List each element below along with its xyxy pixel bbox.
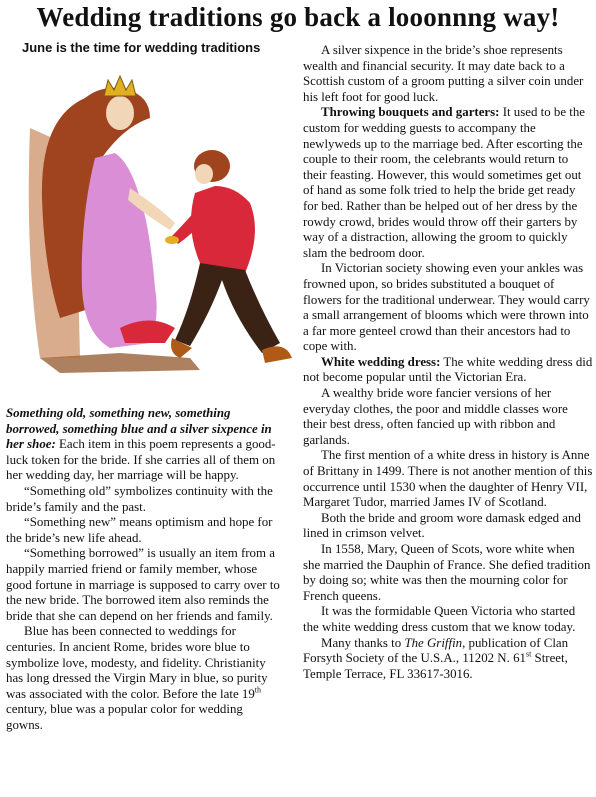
thanks-c: Street, Temple Terrace, FL 33617-3016. xyxy=(303,651,568,681)
poem-text: Each item in this poem represents a good-luck token for the bride. If she carries all of them on her wedding day, her marriage will be happy. xyxy=(6,437,276,483)
paragraph-mary: In 1558, Mary, Queen of Scots, wore white when she married the Dauphin of France. She defied tradition by doing so; white was then the mourning color for French queens. xyxy=(303,542,591,603)
paragraph-blue xyxy=(6,624,282,733)
thanks-a: Many thanks to xyxy=(321,635,405,650)
blue-text-b: century, blue was a popular color for wedding gowns. xyxy=(6,702,243,732)
subhead: June is the time for wedding traditions xyxy=(22,40,261,55)
wedding-illustration xyxy=(0,58,300,398)
paragraph-wealthy: A wealthy bride wore fancier versions of her everyday clothes, the poor and middle classes wore their best dress, often fancied up with ribbon and garlands. xyxy=(303,386,568,447)
griffin-title: The Griffin xyxy=(404,635,463,650)
queen-face xyxy=(106,96,134,130)
paragraph-thanks xyxy=(303,636,593,683)
groom-boot xyxy=(262,346,292,363)
paragraph-victorian: In Victorian society showing even your ankles was frowned upon, so brides substituted a bouquet of flowers for the traditional underwear. They would carry a small arrangement of blooms which were thrown into a far more genteel crowd than their ancestors had to cope with. xyxy=(303,261,590,354)
groom-legs xyxy=(175,263,280,353)
bouquet-text: It used to be the custom for wedding guests to accompany the newlyweds up to the marriage bed. After escorting the couple to their room, the celebrants would return to their feasting. However, this would sometimes get out of hand as some folk tried to help the bride get ready for bed. Rather than be helped out of her dress by the rowdy crowd, brides would throw off their garters by way of a distraction, allowing the groom to quickly slam the bedroom door. xyxy=(303,105,586,260)
paragraph-bouquet xyxy=(303,105,593,261)
paragraph-damask: Both the bride and groom wore damask edged and lined in crimson velvet. xyxy=(303,510,581,541)
blue-superscript: th xyxy=(254,685,262,695)
thanks-b: , publication of Clan Forsyth Society of the U.S.A., 11202 N. 61 xyxy=(303,635,569,666)
bouquet-title: Throwing bouquets and garters: xyxy=(321,105,500,120)
blue-text-a: Blue has been connected to weddings for centuries. In ancient Rome, brides wore blue to symbolize love, modesty, and fidelity. Christianity has long dressed the Virgin Mary in blue, so purity was associated with the color. Before the late 19 xyxy=(6,624,268,701)
paragraph-first: The first mention of a white dress in history is Anne of Brittany in 1499. There is not another mention of this occurrence until 1530 when the daughter of Henry VII, Margaret Tudor, married James IV of Scotland. xyxy=(303,448,593,510)
paragraph-victoria: It was the formidable Queen Victoria who started the white wedding dress custom that we know today. xyxy=(303,604,576,634)
groom-shirt xyxy=(191,186,255,273)
thanks-superscript: st xyxy=(525,649,532,659)
paragraph-new: “Something new” means optimism and hope for the bride’s new life ahead. xyxy=(6,515,273,545)
slipper xyxy=(165,236,179,244)
paragraph-old: “Something old” symbolizes continuity with the bride’s family and the past. xyxy=(6,483,273,514)
left-column xyxy=(6,406,282,733)
right-column xyxy=(303,43,593,682)
lead-paragraph xyxy=(6,406,282,484)
queen-dress xyxy=(82,153,157,348)
dress-title: White wedding dress: xyxy=(321,354,441,369)
paragraph-sixpence: A silver sixpence in the bride’s shoe represents wealth and financial security. It may date back to a Scottish custom of a groom putting a silver coin under his left foot for good luck. xyxy=(303,43,584,104)
queen-crown xyxy=(104,76,136,96)
paragraph-dress xyxy=(303,355,593,386)
poem-title: Something old, something new, something borrowed, something blue and a silver sixpence in her shoe: xyxy=(6,406,272,452)
paragraph-borrowed: “Something borrowed” is usually an item from a happily married friend or family member, whose good fortune in marriage is supposed to carry over to the new bride. The borrowed item also reminds the bride that she can depend on her friends and family. xyxy=(6,546,280,623)
groom-face xyxy=(195,164,213,184)
dress-text: The white wedding dress did not become popular until the Victorian Era. xyxy=(303,354,593,385)
headline: Wedding traditions go back a looonnng way! xyxy=(36,2,560,32)
